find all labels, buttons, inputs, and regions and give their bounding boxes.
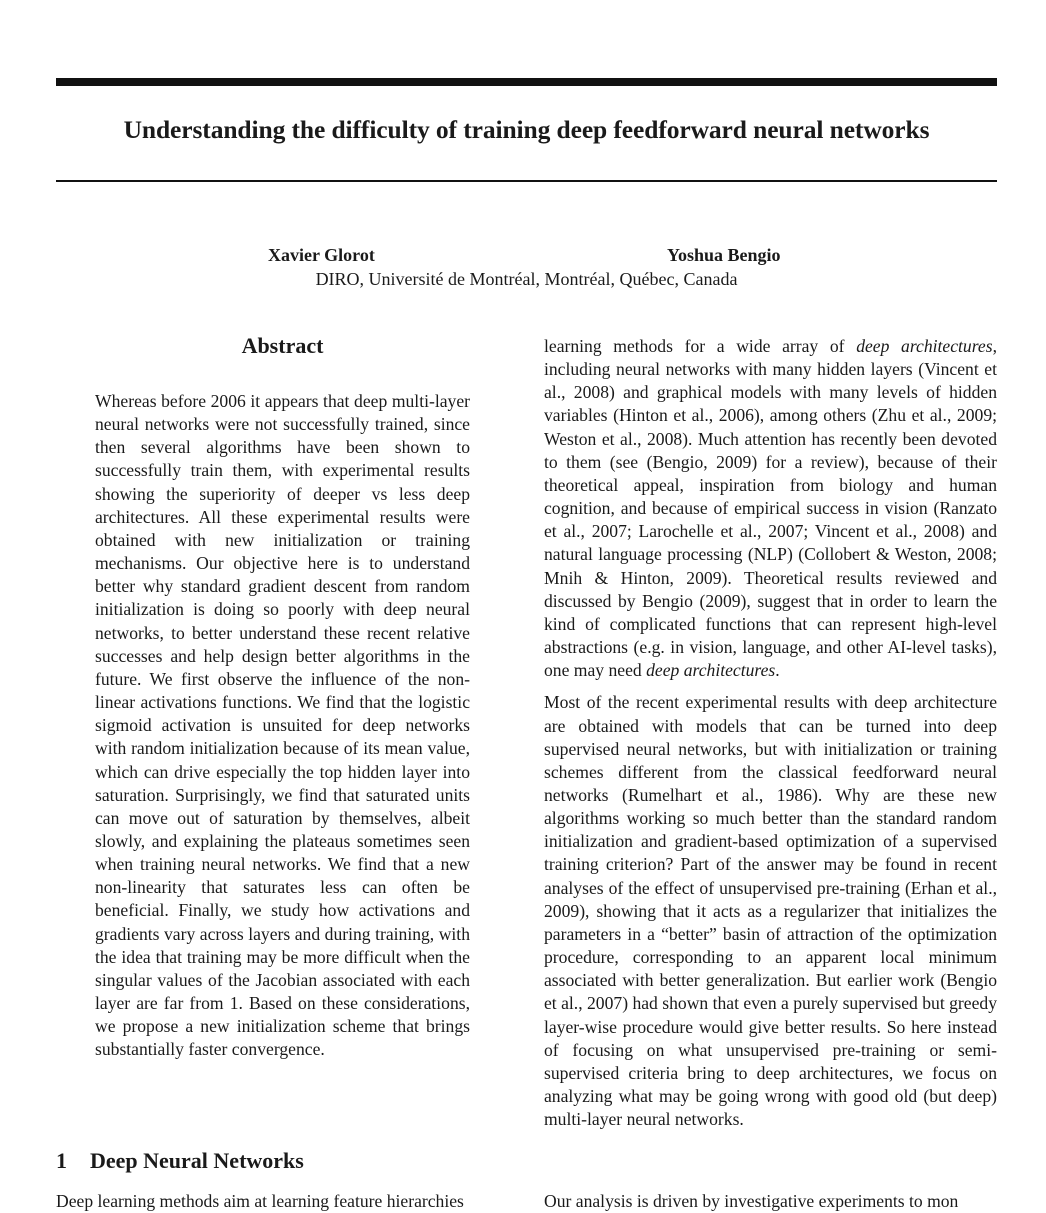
section-1-heading	[56, 1146, 304, 1176]
section-1-number: 1	[56, 1148, 67, 1173]
right-paragraph-3-first-line-text: Our analysis is driven by investigative experiments to mon	[544, 1191, 959, 1211]
abstract-body	[95, 390, 470, 1062]
right-p1-text-b: , including neural networks with many hidden layers (Vincent et al., 2008) and graphical models with many levels of hidden variables (Hinton et al., 2006), among others (Zhu et al., 2009; Weston et al., 2008). Much attention has recently been devoted to them (see (Bengio, 2009) for a review), because of their theoretical appeal, inspiration from biology and human cognition, and because of empirical success in vision (Ranzato et al., 2007; Larochelle et al., 2007; Vincent et al., 2008) and natural language processing (NLP) (Collobert & Weston, 2008; Mnih & Hinton, 2009). Theoretical results reviewed and discussed by Bengio (2009), suggest that in order to learn the kind of complicated functions that can represent high-level abstractions (e.g. in vision, language, and other AI-level tasks), one may need	[544, 336, 997, 681]
right-p1-text-a: learning methods for a wide array of	[544, 336, 857, 356]
right-p1-emphasis-a: deep architectures	[856, 336, 993, 356]
affiliation: DIRO, Université de Montréal, Montréal, Québec, Canada	[315, 269, 738, 289]
title-top-rule	[56, 78, 997, 86]
title-bottom-rule	[56, 180, 997, 182]
right-p1-emphasis-b: deep architectures	[646, 660, 776, 681]
paper-title: Understanding the difficulty of training deep feedforward neural networks	[123, 115, 930, 144]
section-1-title: Deep Neural Networks	[90, 1148, 304, 1173]
abstract-text: Whereas before 2006 it appears that deep multi-layer neural networks were not successfully trained, since then several algorithms have been shown to successfully train them, with experimental results showing the superiority of deeper vs less deep architectures. All these experimental results were obtained with new initialization or training mechanisms. Our objective here is to understand better why standard gradient descent from random initialization is doing so poorly with deep neural networks, to better understand these recent relative successes and help design better algorithms in the future. We first observe the influence of the non-linear activations functions. We find that the logistic sigmoid activation is unsuited for deep networks with random initialization because of its mean value, which can drive especially the top hidden layer into saturation. Surprisingly, we find that saturated units can move out of saturation by themselves, albeit slowly, and explaining the plateaus sometimes seen when training neural networks. We find that a new non-linearity that saturates less can often be beneficial. Finally, we study how activations and gradients vary across layers and during training, with the idea that training may be more difficult when the singular values of the Jacobian associated with each layer are far from 1. Based on these considerations, we propose a new initialization scheme that brings substantially faster convergence.	[95, 391, 470, 1060]
author-1: Xavier Glorot	[268, 245, 375, 265]
section-1-first-line	[56, 1190, 470, 1211]
section-1-first-line-text: Deep learning methods aim at learning feature hierarchies	[56, 1191, 464, 1211]
right-p1-text-c: .	[775, 660, 780, 681]
author-2: Yoshua Bengio	[667, 245, 781, 265]
right-paragraph-3-first-line	[544, 1190, 997, 1211]
right-column	[544, 335, 997, 1131]
abstract-heading: Abstract	[241, 333, 324, 358]
right-paragraph-1	[544, 335, 997, 682]
right-paragraph-2: Most of the recent experimental results with deep architecture are obtained with models that can be turned into deep supervised neural networks, but with initialization or training schemes different from the classical feedforward neural networks (Rumelhart et al., 1986). Why are these new algorithms working so much better than the standard random initialization and gradient-based optimization of a supervised training criterion? Part of the answer may be found in recent analyses of the effect of unsupervised pre-training (Erhan et al., 2009), showing that it acts as a regularizer that initializes the parameters in a “better” basin of attraction of the optimization procedure, corresponding to an apparent local minimum associated with better generalization. But earlier work (Bengio et al., 2007) had shown that even a purely supervised but greedy layer-wise procedure would give better results. So here instead of focusing on what unsupervised pre-training or semi-supervised criteria bring to deep architectures, we focus on analyzing what may be going wrong with good old (but deep) multi-layer neural networks.	[544, 692, 997, 1130]
